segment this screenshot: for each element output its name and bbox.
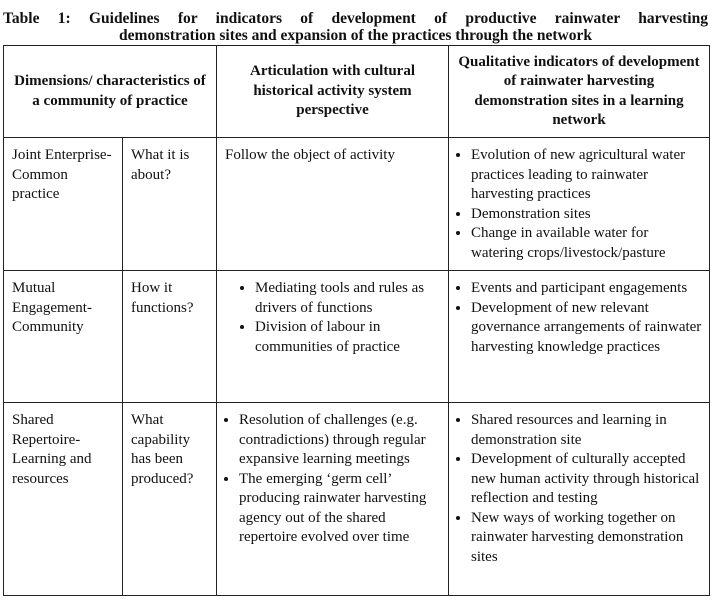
header-articulation: Articulation with cultural historical activity system perspective <box>217 46 449 138</box>
articulation-text: Follow the object of activity <box>225 147 395 163</box>
indicators-cell <box>449 138 710 271</box>
header-row <box>4 46 710 138</box>
articulation-cell <box>217 403 449 596</box>
indicators-cell <box>449 403 710 596</box>
caption-line-2: demonstration sites and expansion of the practices through the network <box>119 27 592 44</box>
list-item: • Development of culturally accepted new human activity through historical reflection and testing <box>471 450 703 509</box>
dimension-cell: Shared Repertoire-Learning and resources <box>4 403 123 596</box>
dimension-cell: Mutual Engagement-Community <box>4 271 123 403</box>
question-cell: What it is about? <box>123 138 217 271</box>
header-indicators: Qualitative indicators of development of rainwater harvesting demonstration sites in a learning network <box>449 46 710 138</box>
table-row <box>4 138 710 271</box>
list-item: • Demonstration sites <box>471 205 703 225</box>
table-row <box>4 271 710 403</box>
list-item: • Evolution of new agricultural water practices leading to rainwater harvesting practices <box>471 146 703 205</box>
list-item: • Development of new relevant governance arrangements of rainwater harvesting knowledge practices <box>471 299 703 358</box>
articulation-cell <box>217 271 449 403</box>
guidelines-table <box>3 45 710 596</box>
list-item: • New ways of working together on rainwater harvesting demonstration sites <box>471 509 703 568</box>
header-dimensions: Dimensions/ characteristics of a community of practice <box>4 46 217 138</box>
list-item: • Resolution of challenges (e.g. contradictions) through regular expansive learning meetings <box>239 411 442 470</box>
dimension-cell: Joint Enterprise-Common practice <box>4 138 123 271</box>
list-item: • Events and participant engagements <box>471 279 703 299</box>
caption-line-1: Table 1: Guidelines for indicators of development of productive rainwater harvesting <box>3 10 708 27</box>
question-cell: What capability has been produced? <box>123 403 217 596</box>
list-item: • Mediating tools and rules as drivers of functions <box>255 279 442 318</box>
list-item: • Division of labour in communities of practice <box>255 318 442 357</box>
list-item: • Shared resources and learning in demonstration site <box>471 411 703 450</box>
articulation-cell <box>217 138 449 271</box>
list-item: • The emerging ‘germ cell’ producing rainwater harvesting agency out of the shared repertoire evolved over time <box>239 470 442 548</box>
question-cell: How it functions? <box>123 271 217 403</box>
table-caption <box>3 10 708 44</box>
table-row <box>4 403 710 596</box>
list-item: • Change in available water for watering crops/livestock/pasture <box>471 224 703 263</box>
indicators-cell <box>449 271 710 403</box>
